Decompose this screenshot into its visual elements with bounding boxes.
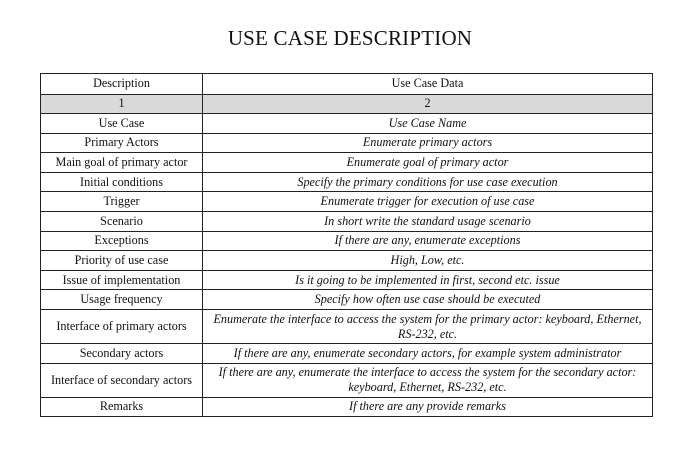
- table-row: [41, 344, 653, 364]
- row-description: Issue of implementation: [41, 270, 203, 290]
- table-row: [41, 397, 653, 417]
- row-description: Scenario: [41, 212, 203, 232]
- row-description: Exceptions: [41, 231, 203, 251]
- table-row: [41, 114, 653, 134]
- row-description: Primary Actors: [41, 133, 203, 153]
- row-data: In short write the standard usage scenario: [203, 212, 653, 232]
- table-row: [41, 270, 653, 290]
- row-description: Main goal of primary actor: [41, 153, 203, 173]
- table-row: [41, 290, 653, 310]
- row-description: Interface of primary actors: [41, 310, 203, 344]
- table-row: [41, 133, 653, 153]
- column-header-use-case-data: Use Case Data: [203, 74, 653, 95]
- table-row: [41, 310, 653, 344]
- table-row: [41, 231, 653, 251]
- table-row: [41, 212, 653, 232]
- row-description: Usage frequency: [41, 290, 203, 310]
- row-data: Enumerate primary actors: [203, 133, 653, 153]
- row-description: Secondary actors: [41, 344, 203, 364]
- row-data: Specify how often use case should be executed: [203, 290, 653, 310]
- use-case-table: [40, 73, 653, 417]
- row-description: Trigger: [41, 192, 203, 212]
- page-title: USE CASE DESCRIPTION: [227, 26, 473, 50]
- row-description: Priority of use case: [41, 251, 203, 271]
- row-data: High, Low, etc.: [203, 251, 653, 271]
- row-data: If there are any, enumerate exceptions: [203, 231, 653, 251]
- column-number-row: [41, 94, 653, 114]
- table-row: [41, 251, 653, 271]
- row-data: Specify the primary conditions for use case execution: [203, 172, 653, 192]
- table-row: [41, 153, 653, 173]
- column-header-description: Description: [41, 74, 203, 95]
- row-data: Enumerate trigger for execution of use case: [203, 192, 653, 212]
- table-row: [41, 172, 653, 192]
- header-row: [41, 74, 653, 95]
- table-row: [41, 363, 653, 397]
- row-description: Use Case: [41, 114, 203, 134]
- row-data: If there are any, enumerate secondary actors, for example system administrator: [203, 344, 653, 364]
- row-data: If there are any provide remarks: [203, 397, 653, 417]
- row-description: Remarks: [41, 397, 203, 417]
- column-number-1: 1: [41, 94, 203, 114]
- table-row: [41, 192, 653, 212]
- row-data: Enumerate the interface to access the system for the primary actor: keyboard, Ethernet, RS-232, etc.: [203, 310, 653, 344]
- row-data: Use Case Name: [203, 114, 653, 134]
- row-data: Is it going to be implemented in first, second etc. issue: [203, 270, 653, 290]
- row-data: Enumerate goal of primary actor: [203, 153, 653, 173]
- row-description: Initial conditions: [41, 172, 203, 192]
- column-number-2: 2: [203, 94, 653, 114]
- row-data: If there are any, enumerate the interface to access the system for the secondary actor: keyboard, Ethernet, RS-232, etc.: [203, 363, 653, 397]
- row-description: Interface of secondary actors: [41, 363, 203, 397]
